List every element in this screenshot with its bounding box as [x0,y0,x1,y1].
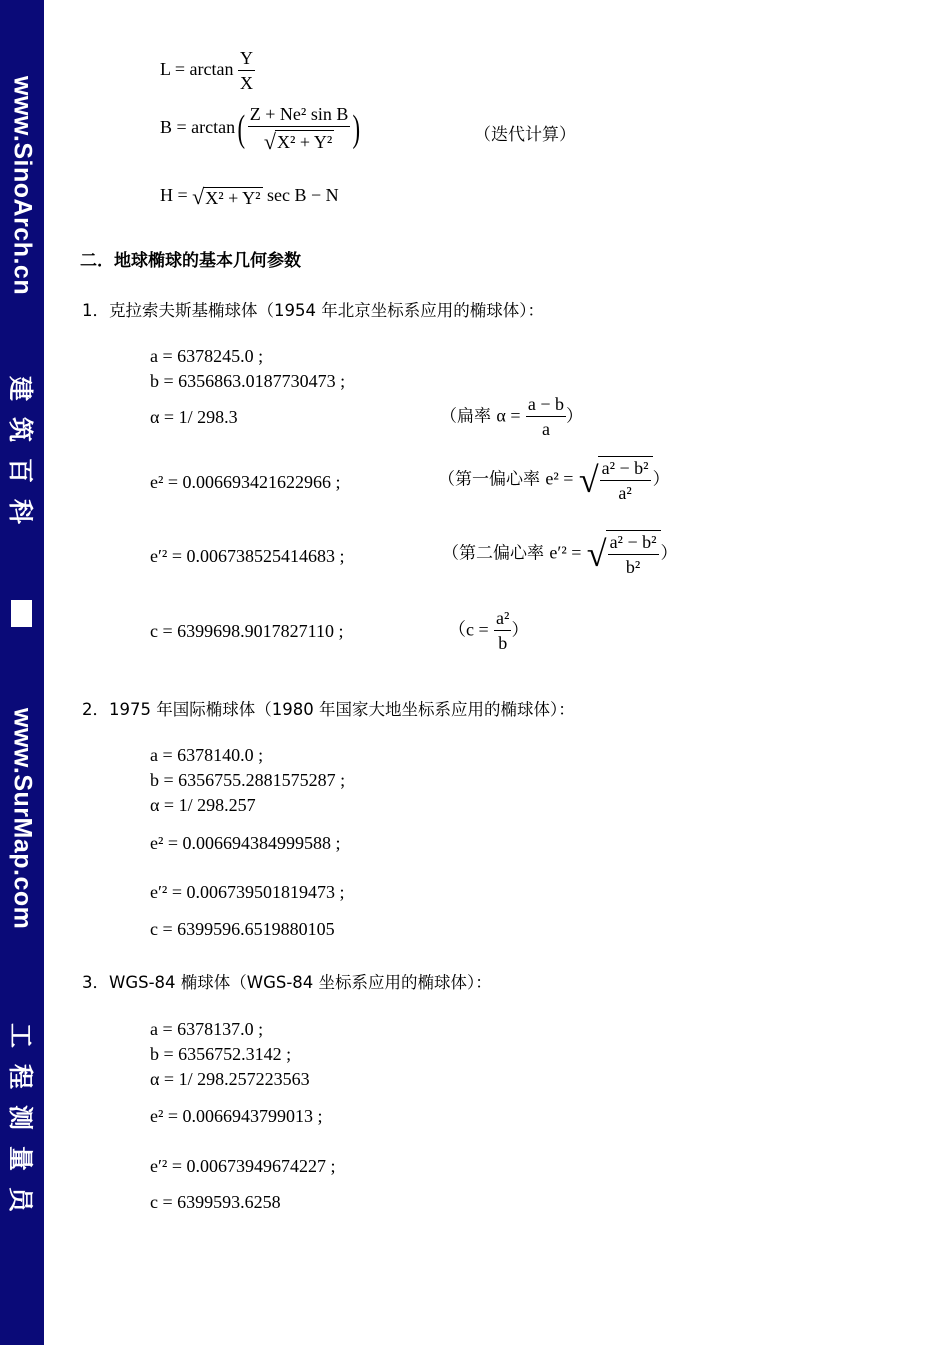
first-ecc-eq: e² = [545,468,574,489]
flattening-close: ） [566,406,584,427]
flattening-numerator: a − b [526,394,566,417]
s3-e2-value: e² = 0.0066943799013 ; [150,1106,323,1126]
c-note-numerator: a² [494,608,511,631]
s3-alpha-value: α = 1/ 298.257223563 [150,1069,310,1089]
first-ecc-fraction [600,458,651,503]
formula-longitude-fraction [238,48,255,93]
formula-longitude-lhs: L = arctan [160,58,234,79]
section-2-title: 2．1975 年国际椭球体（1980 年国家大地坐标系应用的椭球体）： [82,700,575,719]
s2-a-value: a = 6378140.0 ; [150,745,264,765]
s2-ep2-value: e′² = 0.006739501819473 ; [150,882,345,902]
s2-c-value: c = 6399596.6519880105 [150,919,335,939]
s1-c-value: c = 6399698.9017827110 ; [150,621,344,641]
formula-latitude-numerator: Z + Ne² sin B [248,104,351,127]
section-1-title: 1．克拉索夫斯基椭球体（1954 年北京坐标系应用的椭球体）： [82,301,544,320]
formula-height [160,186,339,208]
iteration-note: （迭代计算） [474,125,576,145]
c-note-close: ） [511,620,529,641]
s2-e2-value: e² = 0.006694384999588 ; [150,833,341,853]
flattening-label: （扁率 [440,406,491,427]
formula-latitude-denominator: √X² + Y² [263,128,333,154]
s3-ep2-value: e′² = 0.00673949674227 ; [150,1156,336,1176]
second-eccentricity-note: （第二偏心率 e′² = √ $\frac{\text{a² − b²}}{\text{b²}}$ ） [442,532,678,577]
formula-height-radicand: X² + Y² [205,188,261,208]
s2-b-value: b = 6356755.2881575287 ; [150,770,346,790]
s3-b-value: b = 6356752.3142 ; [150,1044,292,1064]
second-ecc-eq: e′² = [549,542,582,563]
c-definition-note [448,608,528,653]
flattening-note [440,394,583,439]
sidebar-label-jianzhu: 建筑百科 [6,376,35,541]
paren-close: ) [352,108,361,150]
flattening-denominator: a [541,418,550,439]
sidebar-url-surmap: www.SurMap.com [8,708,37,930]
formula-height-rest: sec B − N [267,185,339,206]
formula-latitude [160,104,363,154]
first-eccentricity-note: （第一偏心率 e² = √ $\frac{\text{a² − b²}}{\text{a²}}$ ） [438,458,670,503]
c-note-eq: （c = [448,619,489,640]
section-heading: 二．地球椭球的基本几何参数 [80,251,301,271]
formula-latitude-fraction [248,104,351,154]
sidebar-banner [0,0,44,1345]
formula-height-lhs: H = [160,185,188,206]
s1-ep2-value: e′² = 0.006738525414683 ; [150,546,345,566]
flattening-fraction [526,394,566,439]
c-note-fraction [494,608,511,653]
first-ecc-denominator: a² [618,482,632,503]
first-ecc-close: ） [652,469,670,490]
s1-e2-value: e² = 0.006693421622966 ; [150,472,341,492]
second-ecc-numerator: a² − b² [608,532,659,555]
formula-longitude-denominator: X [239,72,253,93]
section-3-title: 3．WGS-84 椭球体（WGS-84 坐标系应用的椭球体）： [82,973,492,992]
formula-latitude-radicand: X² + Y² [276,132,333,152]
s2-alpha-value: α = 1/ 298.257 [150,795,256,815]
formula-height-radical: √X² + Y² [192,184,261,209]
s1-a-value: a = 6378245.0 ; [150,346,264,366]
sidebar-block-separator [11,600,32,627]
formula-longitude [160,48,255,93]
first-ecc-label: （第一偏心率 [438,469,540,490]
second-ecc-fraction [608,532,659,577]
second-ecc-label: （第二偏心率 [442,543,544,564]
sidebar-label-gongcheng: 工程测量员 [6,1023,35,1229]
formula-longitude-numerator: Y [238,48,255,71]
second-ecc-denominator: b² [625,556,641,577]
flattening-eq: α = [496,405,521,426]
s1-b-value: b = 6356863.0187730473 ; [150,371,346,391]
sidebar-url-sinoarch: www.SinoArch.cn [8,76,37,296]
first-ecc-numerator: a² − b² [600,458,651,481]
second-ecc-close: ） [660,543,678,564]
s3-a-value: a = 6378137.0 ; [150,1019,264,1039]
s1-alpha-value: α = 1/ 298.3 [150,407,238,427]
c-note-denominator: b [498,632,508,653]
formula-latitude-lhs: B = arctan [160,117,236,138]
paren-open: ( [237,108,246,150]
s3-c-value: c = 6399593.6258 [150,1192,281,1212]
